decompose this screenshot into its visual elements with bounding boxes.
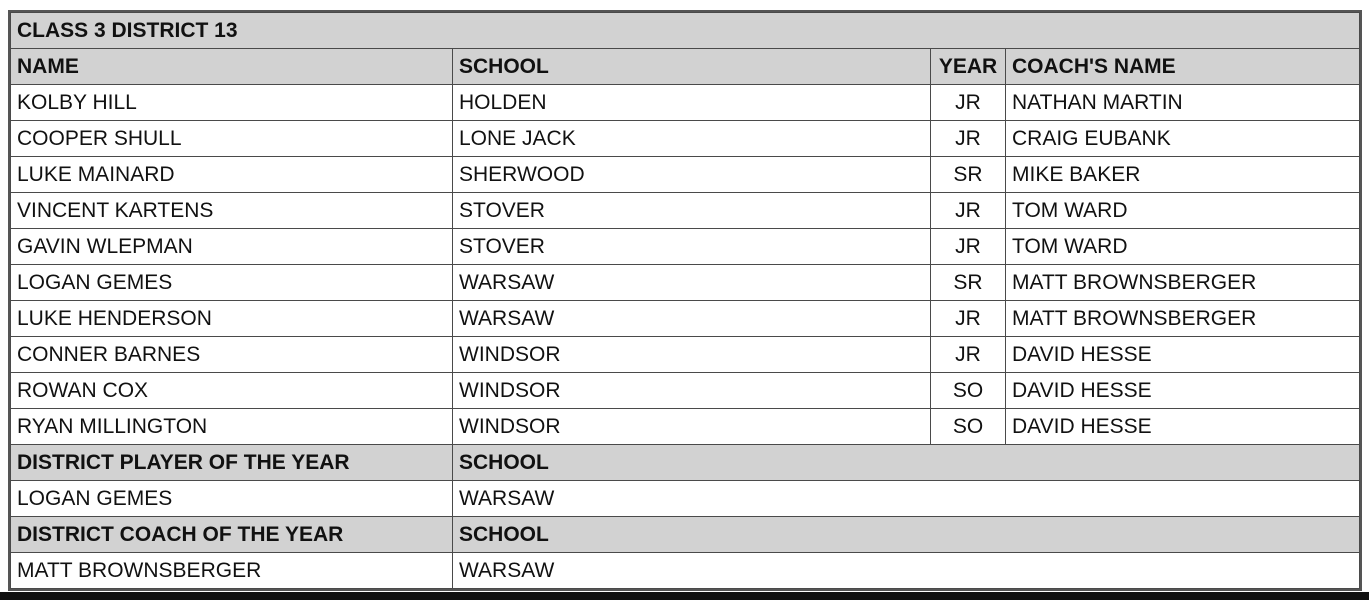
- header-coach: COACH'S NAME: [1006, 49, 1360, 85]
- player-year: JR: [931, 337, 1006, 373]
- player-school: WARSAW: [453, 265, 931, 301]
- table-title: CLASS 3 DISTRICT 13: [11, 13, 1360, 49]
- header-school: SCHOOL: [453, 49, 931, 85]
- player-year: JR: [931, 193, 1006, 229]
- player-coach: TOM WARD: [1006, 193, 1360, 229]
- player-coach: MATT BROWNSBERGER: [1006, 301, 1360, 337]
- player-of-year-school: WARSAW: [453, 481, 1360, 517]
- all-district-table: [10, 12, 1360, 589]
- player-coach: DAVID HESSE: [1006, 337, 1360, 373]
- table-row: [11, 157, 1360, 193]
- table-row: [11, 229, 1360, 265]
- table-title-row: [11, 13, 1360, 49]
- player-school: WINDSOR: [453, 409, 931, 445]
- coach-of-year-header-row: [11, 517, 1360, 553]
- player-school: SHERWOOD: [453, 157, 931, 193]
- player-of-year-row: [11, 481, 1360, 517]
- player-coach: MATT BROWNSBERGER: [1006, 265, 1360, 301]
- player-of-year-name: LOGAN GEMES: [11, 481, 453, 517]
- header-year: YEAR: [931, 49, 1006, 85]
- player-of-year-header-row: [11, 445, 1360, 481]
- player-name: CONNER BARNES: [11, 337, 453, 373]
- player-school: WARSAW: [453, 301, 931, 337]
- player-coach: MIKE BAKER: [1006, 157, 1360, 193]
- player-name: GAVIN WLEPMAN: [11, 229, 453, 265]
- table-row: [11, 121, 1360, 157]
- player-year: JR: [931, 121, 1006, 157]
- table-row: [11, 265, 1360, 301]
- player-coach: CRAIG EUBANK: [1006, 121, 1360, 157]
- table-row: [11, 193, 1360, 229]
- coach-of-year-school: WARSAW: [453, 553, 1360, 589]
- player-coach: DAVID HESSE: [1006, 409, 1360, 445]
- player-school: WINDSOR: [453, 337, 931, 373]
- player-coach: TOM WARD: [1006, 229, 1360, 265]
- player-year: JR: [931, 301, 1006, 337]
- player-name: RYAN MILLINGTON: [11, 409, 453, 445]
- bottom-black-bar: [0, 592, 1369, 600]
- table-row: [11, 337, 1360, 373]
- player-year: SR: [931, 157, 1006, 193]
- player-name: LOGAN GEMES: [11, 265, 453, 301]
- player-name: LUKE MAINARD: [11, 157, 453, 193]
- coach-of-year-school-header: SCHOOL: [453, 517, 1360, 553]
- player-year: SR: [931, 265, 1006, 301]
- player-name: LUKE HENDERSON: [11, 301, 453, 337]
- table-row: [11, 409, 1360, 445]
- player-year: SO: [931, 373, 1006, 409]
- player-of-year-header: DISTRICT PLAYER OF THE YEAR: [11, 445, 453, 481]
- player-school: LONE JACK: [453, 121, 931, 157]
- player-year: JR: [931, 85, 1006, 121]
- player-coach: DAVID HESSE: [1006, 373, 1360, 409]
- player-school: STOVER: [453, 229, 931, 265]
- player-school: WINDSOR: [453, 373, 931, 409]
- player-school: STOVER: [453, 193, 931, 229]
- player-coach: NATHAN MARTIN: [1006, 85, 1360, 121]
- table-row: [11, 85, 1360, 121]
- player-of-year-school-header: SCHOOL: [453, 445, 1360, 481]
- player-name: ROWAN COX: [11, 373, 453, 409]
- header-name: NAME: [11, 49, 453, 85]
- district-table-sheet: [8, 10, 1362, 591]
- player-year: SO: [931, 409, 1006, 445]
- player-name: VINCENT KARTENS: [11, 193, 453, 229]
- player-school: HOLDEN: [453, 85, 931, 121]
- player-name: KOLBY HILL: [11, 85, 453, 121]
- coach-of-year-row: [11, 553, 1360, 589]
- player-name: COOPER SHULL: [11, 121, 453, 157]
- column-header-row: [11, 49, 1360, 85]
- player-year: JR: [931, 229, 1006, 265]
- coach-of-year-name: MATT BROWNSBERGER: [11, 553, 453, 589]
- table-row: [11, 301, 1360, 337]
- table-row: [11, 373, 1360, 409]
- coach-of-year-header: DISTRICT COACH OF THE YEAR: [11, 517, 453, 553]
